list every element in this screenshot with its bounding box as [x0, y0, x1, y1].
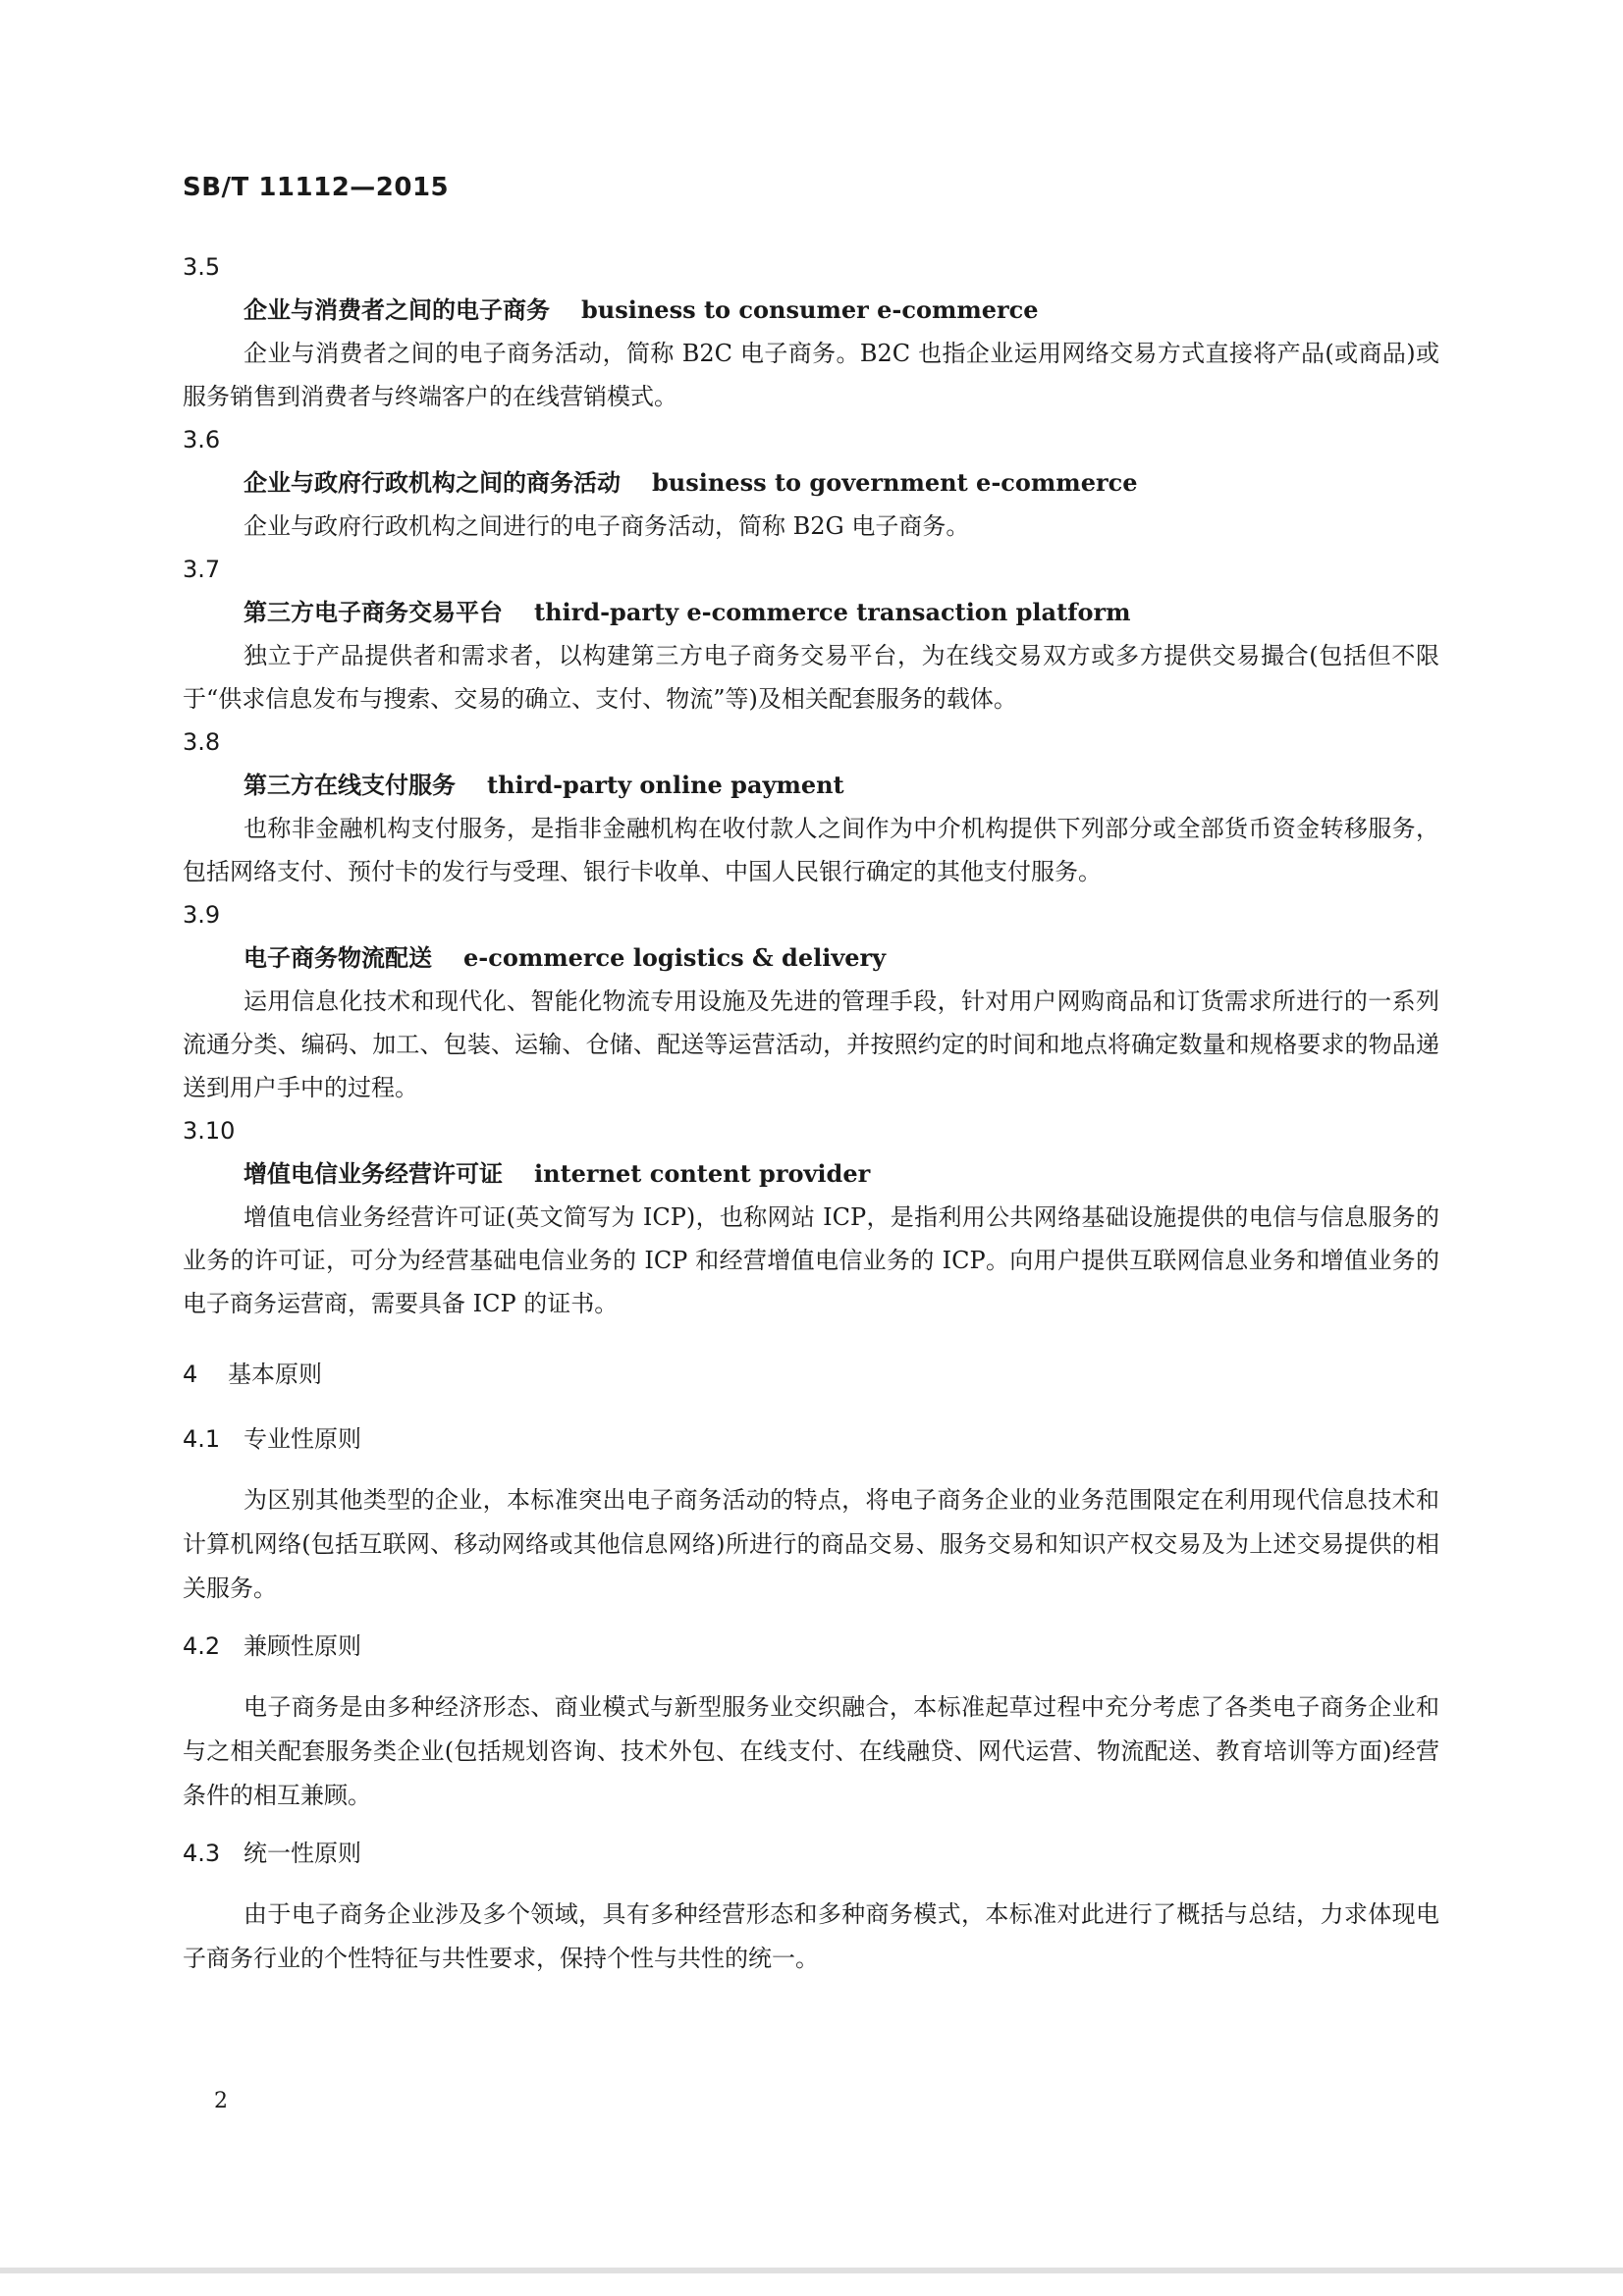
term-definition: 增值电信业务经营许可证(英文简写为 ICP)，也称网站 ICP，是指利用公共网络基础设施提供的电信与信息服务的业务的许可证，可分为经营基础电信业务的 ICP 和经营增值电信业务的 ICP。向用户提供互联网信息业务和增值业务的电子商务运营商，需要具备 ICP 的证书。 [183, 1203, 1439, 1317]
subsection-paragraph: 电子商务是由多种经济形态、商业模式与新型服务业交织融合，本标准起草过程中充分考虑了各类电子商务企业和与之相关配套服务类企业(包括规划咨询、技术外包、在线支付、在线融贷、网代运营、物流配送、教育培训等方面)经营条件的相互兼顾。 [183, 1693, 1439, 1809]
term-number: 3.9 [183, 901, 221, 929]
term-en: business to government e-commerce [652, 468, 1138, 497]
term-en: third-party online payment [487, 771, 844, 799]
subsection-title: 兼顾性原则 [243, 1632, 361, 1660]
term-number: 3.7 [183, 556, 221, 583]
term-zh: 企业与消费者之间的电子商务 [243, 296, 550, 324]
subsection-heading [183, 1832, 1439, 1875]
section-number: 4 [183, 1361, 198, 1388]
subsection-heading [183, 1417, 1439, 1461]
term-entry [183, 418, 1439, 548]
term-heading [183, 289, 1439, 332]
subsection-title: 统一性原则 [243, 1840, 361, 1867]
term-heading [183, 591, 1439, 634]
term-heading [183, 461, 1439, 505]
term-definition: 独立于产品提供者和需求者，以构建第三方电子商务交易平台，为在线交易双方或多方提供交易撮合(包括但不限于“供求信息发布与搜索、交易的确立、支付、物流”等)及相关配套服务的载体。 [183, 642, 1439, 713]
subsection-title: 专业性原则 [243, 1425, 361, 1453]
term-entry [183, 1109, 1439, 1325]
term-number: 3.10 [183, 1117, 236, 1145]
term-entry [183, 721, 1439, 893]
term-number: 3.6 [183, 426, 221, 454]
subsection-paragraph: 由于电子商务企业涉及多个领域，具有多种经营形态和多种商务模式，本标准对此进行了概括与总结，力求体现电子商务行业的个性特征与共性要求，保持个性与共性的统一。 [183, 1900, 1439, 1972]
term-definition: 也称非金融机构支付服务，是指非金融机构在收付款人之间作为中介机构提供下列部分或全部货币资金转移服务，包括网络支付、预付卡的发行与受理、银行卡收单、中国人民银行确定的其他支付服务。 [183, 815, 1439, 885]
term-entry [183, 548, 1439, 721]
term-definition: 企业与消费者之间的电子商务活动，简称 B2C 电子商务。B2C 也指企业运用网络交易方式直接将产品(或商品)或服务销售到消费者与终端客户的在线营销模式。 [183, 340, 1439, 410]
subsection-number: 4.2 [183, 1632, 221, 1660]
term-number: 3.5 [183, 253, 221, 281]
term-en: e-commerce logistics & delivery [463, 943, 887, 972]
term-en: internet content provider [534, 1159, 871, 1188]
subsection-heading [183, 1625, 1439, 1668]
section-heading [183, 1353, 1439, 1396]
term-definition: 运用信息化技术和现代化、智能化物流专用设施及先进的管理手段，针对用户网购商品和订货需求所进行的一系列流通分类、编码、加工、包装、运输、仓储、配送等运营活动，并按照约定的时间和地点将确定数量和规格要求的物品递送到用户手中的过程。 [183, 988, 1439, 1101]
term-number: 3.8 [183, 728, 221, 756]
term-zh: 第三方电子商务交易平台 [243, 599, 503, 626]
term-heading [183, 936, 1439, 980]
term-definition: 企业与政府行政机构之间进行的电子商务活动，简称 B2G 电子商务。 [243, 512, 970, 540]
term-en: business to consumer e-commerce [581, 295, 1039, 324]
subsection-number: 4.3 [183, 1840, 221, 1867]
standard-code-header: SB/T 11112—2015 [183, 173, 450, 202]
term-zh: 第三方在线支付服务 [243, 772, 456, 799]
term-entry [183, 245, 1439, 418]
term-entry [183, 893, 1439, 1109]
term-zh: 增值电信业务经营许可证 [243, 1160, 503, 1188]
term-zh: 企业与政府行政机构之间的商务活动 [243, 469, 621, 497]
term-en: third-party e-commerce transaction platform [534, 598, 1131, 626]
page-number: 2 [214, 2089, 228, 2113]
term-heading [183, 764, 1439, 807]
term-zh: 电子商务物流配送 [243, 944, 432, 972]
document-body [183, 245, 1439, 1995]
page-bottom-edge [0, 2268, 1623, 2273]
subsection-number: 4.1 [183, 1425, 221, 1453]
subsection-paragraph: 为区别其他类型的企业，本标准突出电子商务活动的特点，将电子商务企业的业务范围限定在利用现代信息技术和计算机网络(包括互联网、移动网络或其他信息网络)所进行的商品交易、服务交易和知识产权交易及为上述交易提供的相关服务。 [183, 1486, 1439, 1602]
section-title: 基本原则 [228, 1361, 322, 1388]
term-heading [183, 1152, 1439, 1196]
